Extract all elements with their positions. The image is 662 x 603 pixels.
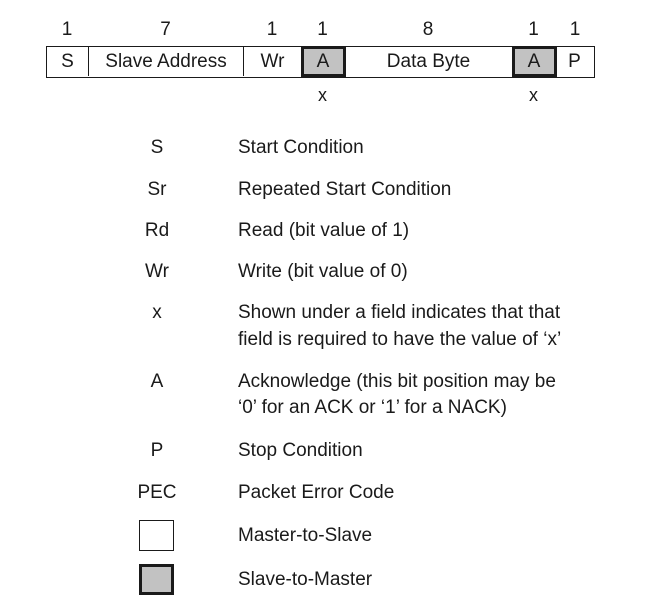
value-marker-ack-2: x xyxy=(529,85,538,105)
legend-description: Slave-to-Master xyxy=(238,569,373,590)
legend-symbol: S xyxy=(150,137,164,158)
field-stop: P xyxy=(556,47,593,76)
legend-description: Packet Error Code xyxy=(238,482,395,503)
legend-description: Master-to-Slave xyxy=(238,525,373,546)
value-marker-ack-1: x xyxy=(318,85,327,105)
field-write: Wr xyxy=(244,47,302,76)
bit-count-ack-2: 1 xyxy=(528,19,539,40)
legend-description: Stop Condition xyxy=(238,440,363,461)
bit-count-stop: 1 xyxy=(569,19,581,40)
legend-description: Start Condition xyxy=(238,137,364,158)
legend-description-line-2: field is required to have the value of ‘x’ xyxy=(238,329,562,350)
legend-symbol: PEC xyxy=(137,482,177,503)
legend-description: Repeated Start Condition xyxy=(238,179,452,200)
field-slave-address: Slave Address xyxy=(89,47,244,76)
field-start: S xyxy=(47,47,89,76)
protocol-frame xyxy=(46,46,595,78)
legend-description: Read (bit value of 1) xyxy=(238,220,410,241)
slave-to-master-swatch xyxy=(139,564,174,595)
legend-symbol: Wr xyxy=(145,261,169,282)
bit-count-ack-1: 1 xyxy=(317,19,328,40)
legend-description: Write (bit value of 0) xyxy=(238,261,408,282)
legend-symbol: Sr xyxy=(147,179,167,200)
legend-symbol: P xyxy=(150,440,164,461)
field-ack-2: A xyxy=(513,47,556,76)
field-ack-1: A xyxy=(302,47,345,76)
bit-count-data-byte: 8 xyxy=(422,19,434,40)
field-data-byte: Data Byte xyxy=(345,47,513,76)
legend-description-line-1: Acknowledge (this bit position may be xyxy=(238,371,556,392)
legend-symbol: A xyxy=(150,371,164,392)
legend-description-line-2: ‘0’ for an ACK or ‘1’ for a NACK) xyxy=(238,397,507,418)
bit-count-slave-address: 7 xyxy=(160,19,171,40)
bit-count-write: 1 xyxy=(266,19,278,40)
master-to-slave-swatch xyxy=(139,520,174,551)
legend-symbol: x xyxy=(152,302,162,323)
bit-count-start: 1 xyxy=(61,19,73,40)
legend-symbol: Rd xyxy=(144,220,170,241)
legend-description-line-1: Shown under a field indicates that that xyxy=(238,302,561,323)
